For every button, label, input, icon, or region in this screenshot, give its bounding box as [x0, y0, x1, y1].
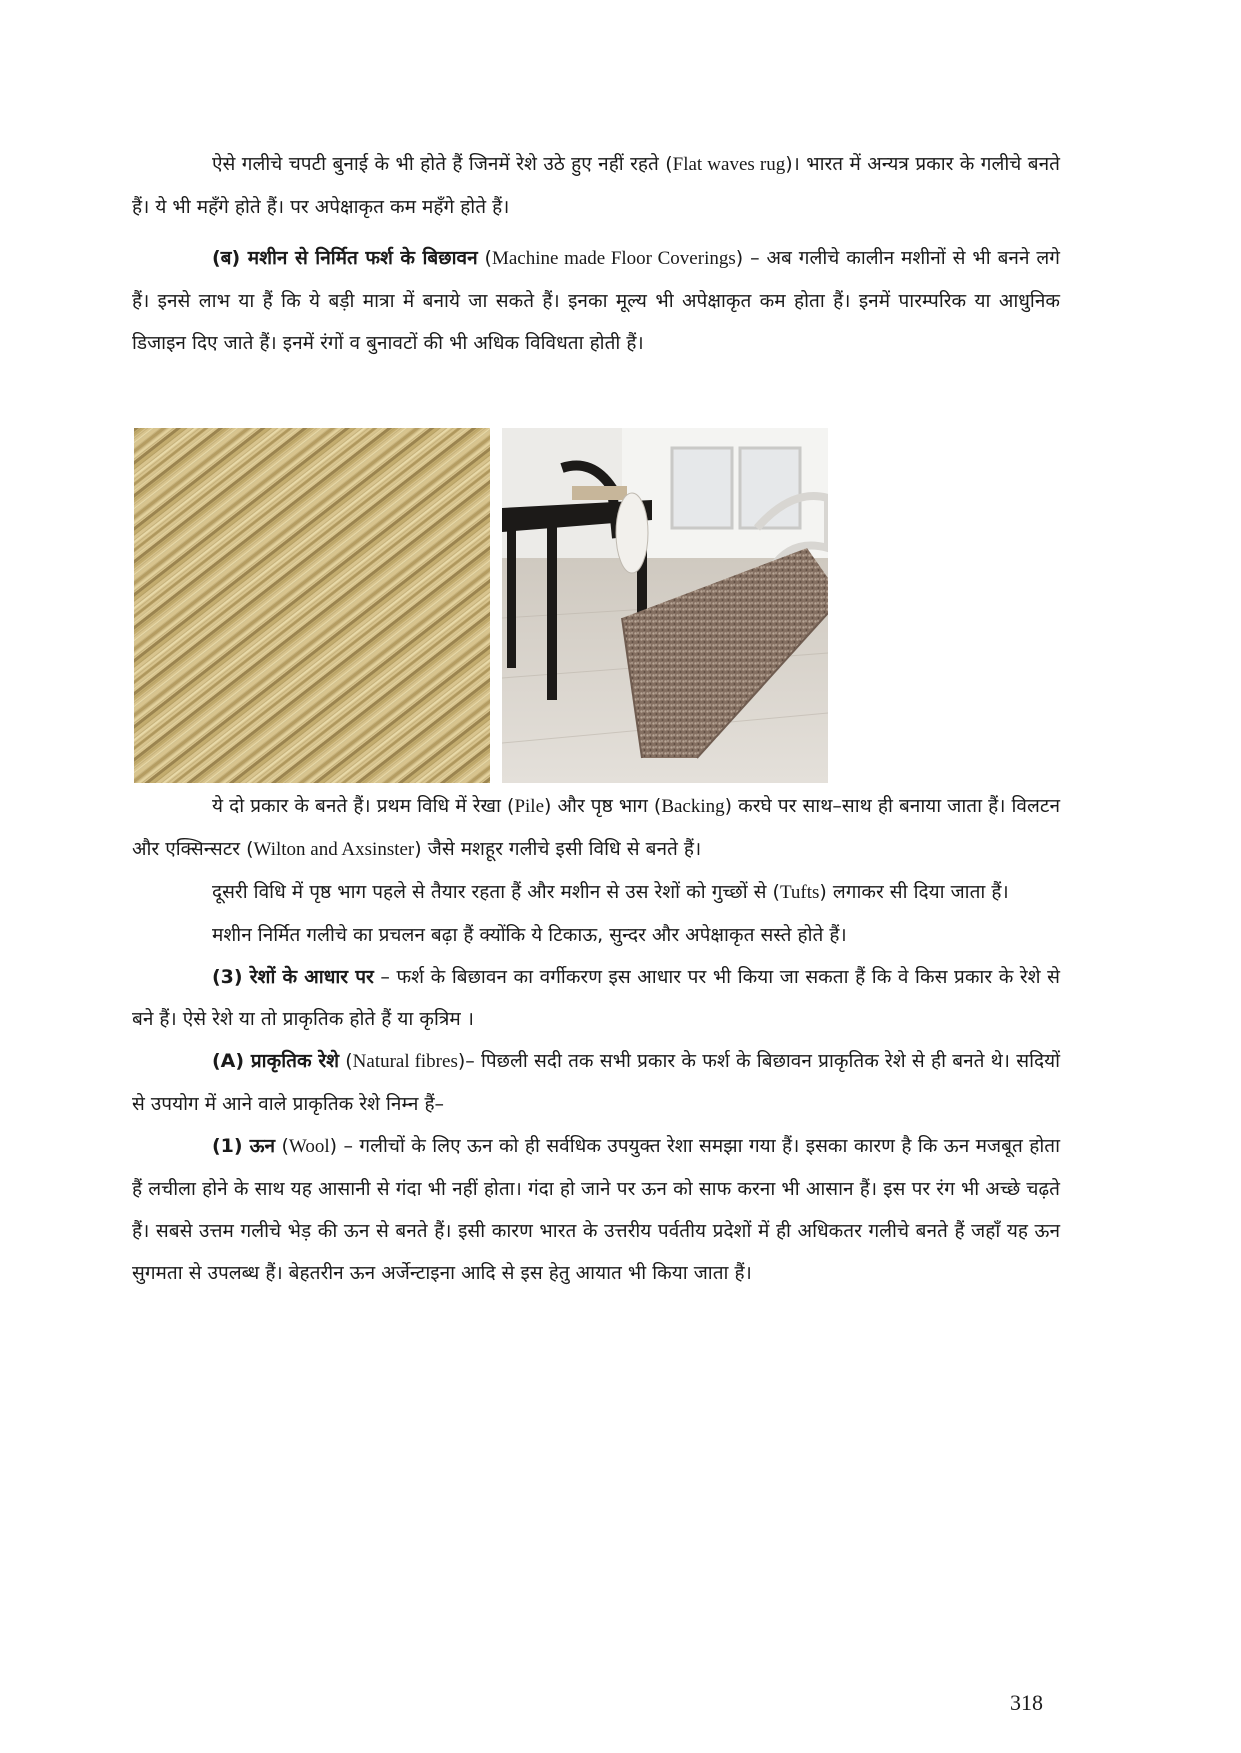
- machine-made-section: [132, 237, 1060, 364]
- rug-images: [134, 428, 834, 783]
- intro-section: [132, 143, 1060, 228]
- paragraph-second-method: दूसरी विधि में पृष्ठ भाग पहले से तैयार रहता हैं और मशीन से उस रेशों को गुच्छों से (Tufts) लगाकर सी दिया जाता हैं।: [212, 881, 1009, 903]
- flat-woven-mat-image: [134, 428, 490, 783]
- shag-runner-rug-image: [502, 428, 828, 783]
- section-heading: (1) ऊन: [212, 1135, 276, 1157]
- page-number: 318: [1010, 1690, 1043, 1715]
- section-heading: (3) रेशों के आधार पर: [212, 966, 374, 988]
- paragraph-machine-made: (ब) मशीन से निर्मित फर्श के बिछावन (Machine made Floor Coverings) – अब गलीचे कालीन मशीनों से भी बनने लगे हैं। इनसे लाभ या हैं कि ये बड़ी मात्रा में बनाये जा सकते हैं। इनका मूल्य भी अपेक्षाकृत कम होता हैं। इनमें पारम्परिक या आधुनिक डिजाइन दिए जाते हैं। इनमें रंगों व बुनावटों की भी अधिक विविधता होती हैं।: [132, 247, 1061, 354]
- methods-and-fibres-section: [132, 785, 1060, 1294]
- paragraph-popularity: मशीन निर्मित गलीचे का प्रचलन बढ़ा हैं क्योंकि ये टिकाऊ, सुन्दर और अपेक्षाकृत सस्ते होते हैं।: [212, 924, 847, 946]
- paragraph-flat-weave: ऐसे गलीचे चपटी बुनाई के भी होते हैं जिनमें रेशे उठे हुए नहीं रहते (Flat waves rug)। भारत में अन्यत्र प्रकार के गलीचे बनते हैं। ये भी महँगे होते हैं। पर अपेक्षाकृत कम महँगे होते हैं।: [132, 153, 1060, 218]
- paragraph-fibre-basis: (3) रेशों के आधार पर – फर्श के बिछावन का वर्गीकरण इस आधार पर भी किया जा सकता हैं कि वे किस प्रकार के रेशे से बने हैं। ऐसे रेशे या तो प्राकृतिक होते हैं या कृत्रिम ।: [132, 966, 1060, 1030]
- paragraph-wool: (1) ऊन (Wool) – गलीचों के लिए ऊन को ही सर्वधिक उपयुक्त रेशा समझा गया हैं। इसका कारण है कि ऊन मजबूत होता हैं लचीला होने के साथ यह आसानी से गंदा भी नहीं होता। गंदा हो जाने पर ऊन को साफ करना भी आसान हैं। इस पर रंग भी अच्छे चढ़ते हैं। सबसे उत्तम गलीचे भेड़ की ऊन से बनते हैं। इसी कारण भारत के उत्तरीय पर्वतीय प्रदेशों में ही अधिकतर गलीचे बनते हैं जहाँ यह ऊन सुगमता से उपलब्ध हैं। बेहतरीन ऊन अर्जेन्टाइना आदि से इस हेतु आयात भी किया जाता हैं।: [132, 1135, 1060, 1284]
- section-heading: (A) प्राकृतिक रेशे: [212, 1050, 340, 1072]
- paragraph-first-method: ये दो प्रकार के बनते हैं। प्रथम विधि में रेखा (Pile) और पृष्ठ भाग (Backing) करघे पर साथ–साथ ही बनाया जाता हैं। विलटन और एक्सिन्सटर (Wilton and Axsinster) जैसे मशहूर गलीचे इसी विधि से बनते हैं।: [132, 795, 1060, 860]
- paragraph-natural-fibres: (A) प्राकृतिक रेशे (Natural fibres)– पिछली सदी तक सभी प्रकार के फर्श के बिछावन प्राकृतिक रेशे से ही बनते थे। सदियों से उपयोग में आने वाले प्राकृतिक रेशे निम्न हैं–: [132, 1050, 1061, 1115]
- section-heading: (ब) मशीन से निर्मित फर्श के बिछावन: [212, 247, 478, 269]
